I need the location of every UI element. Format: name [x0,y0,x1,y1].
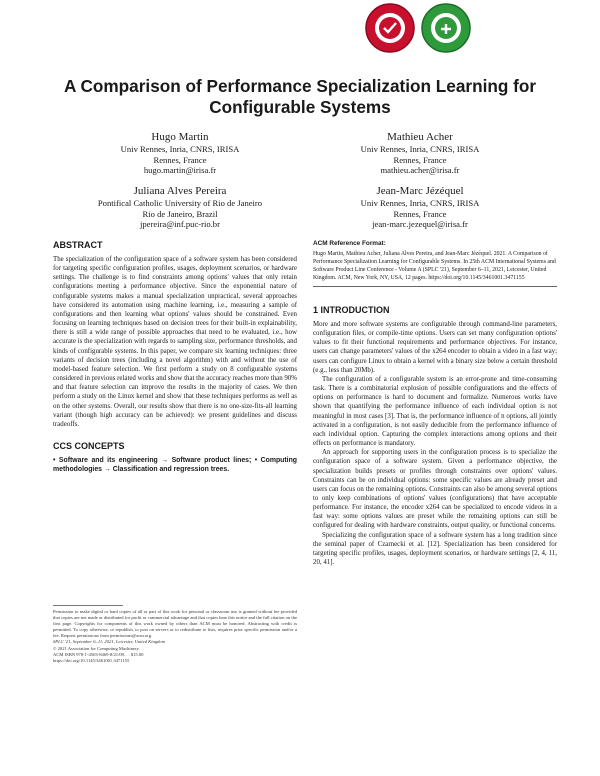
author-affiliation: Pontifical Catholic University of Rio de Janeiro [97,198,263,208]
author-location: Rennes, France [393,154,447,165]
doi-link[interactable]: https://doi.org/10.1145/3461001.3471155 [53,657,130,663]
author-block [300,130,540,176]
author-email: jean-marc.jezequel@irisa.fr [372,219,468,230]
isbn-line: ACM ISBN 978-1-4503-8469-8/21/09. . . $15.00 [53,651,144,657]
abstract-heading: ABSTRACT [53,240,103,250]
artifact-badges [364,2,474,54]
author-block [60,130,300,176]
author-affiliation: Univ Rennes, Inria, CNRS, IRISA [360,198,480,208]
left-column [53,240,297,474]
footnote-divider [53,605,123,606]
author-name: Mathieu Acher [387,131,453,143]
acm-ref-text: Hugo Martin, Mathieu Acher, Juliana Alves Pereira, and Jean-Marc Jézéquel. 2021. A Comparison of Performance Specialization Learning for Configurable Systems. In 25th ACM International Systems and Software Product Line Conference - Volume A (SPLC '21), September 6–11, 2021, Leicester, United Kingdom. ACM, New York, NY, USA, 12 pages. https://doi.org/10.1145/3461001.3471155 [313,251,556,281]
intro-paragraph: The configuration of a configurable system is an error-prone and time-consuming task. There is a combinatorial explosion of possible configurations and the effects of options on performance is hard to document and formalize. Numerous works have shown that quantifying the performance influence of each individual option is not meaningful in most cases [3]. That is, the performance influence of n options, all jointly activated in a configuration, is not easily deducible from the performance influence of each individual option. Capturing the complex interactions among options and their effects on performance is mandatory. [313,375,557,448]
paper-title [40,76,560,118]
artifacts-evaluated-badge [364,2,416,54]
author-block [60,184,300,230]
ccs-concepts: • Software and its engineering → Software product lines; • Computing methodologies → Classification and regression trees. [53,456,297,474]
author-affiliation: Univ Rennes, Inria, CNRS, IRISA [120,144,240,154]
permission-footnote [53,605,297,664]
intro-paragraph: More and more software systems are configurable through command-line parameters, configuration files, or compile-time options. Users can set many configuration options' values to fit their functional requirements and performance objectives. For instance, users can change parameters' values of the x264 encoder to obtain a video in a fast way; users can configure Linux to obtain a kernel with a binary size below a certain threshold (e.g., less than 20Mb). [313,321,557,374]
author-location: Rio de Janeiro, Brazil [142,208,218,219]
permission-text: Permission to make digital or hard copies of all or part of this work for personal or classroom use is granted without fee provided that copies are not made or distributed for profit or commercial advantage and that copies bear this notice and the full citation on the first page. Copyrights for components of this work owned by others than ACM must be honored. Abstracting with credit is permitted. To copy otherwise, or republish, to post on servers or to redistribute to lists, requires prior specific permission and/or a fee. Request permissions from permissions@acm.org. [53,609,297,639]
abstract-text: The specialization of the configuration space of a software system has been considered for targeting specific configuration profiles, usages, deployment scenarios, or hardware settings. The challenge is to find constraints among options' values that only retain configurations meeting a performance objective. Since the exponential nature of configurable systems makes a manual specialization unpractical, several approaches have considered its automation using machine learning, i.e., measuring a sample of configurations and then learning what options' values should be constrained. Even focusing on learning techniques based on decision trees for their built-in explainability, there is still a wide range of possible approaches that need to be evaluated, i.e., how accurate is the specialization with regards to sampling size, performance thresholds, and kinds of configurable systems. In this paper, we compare six learning techniques: three variants of decision trees (including a novel algorithm) with and without the use of model-based feature selection. We first perform a study on 8 configurable systems considered in previous related works and show that the accuracy reaches more than 90% and that feature selection can improve the results in the majority of cases. We then perform a study on the Linux kernel and show that these techniques performs as well as on the other systems. Overall, our results show that there is no one-size-fits-all learning variant (though high accuracy can be achieved): we present guidelines and discuss tradeoffs. [53,256,297,428]
author-email: hugo.martin@irisa.fr [143,165,217,176]
ccs-heading: CCS CONCEPTS [53,440,125,451]
author-name: Jean-Marc Jézéquel [376,185,464,197]
title-line-1: A Comparison of Performance Specialization Learning for [63,76,537,96]
author-location: Rennes, France [153,154,207,165]
intro-heading: 1 INTRODUCTION [313,305,390,315]
author-name: Juliana Alves Pereira [133,185,227,197]
author-block [300,184,540,230]
copyright-line: © 2021 Association for Computing Machinery. [53,645,140,651]
author-email: mathieu.acher@irisa.fr [380,165,460,176]
intro-paragraph: Specializing the configuration space of a software system has a long tradition since the seminal paper of Czarnecki et al. [12]. Specialization has been considered for targeting specific profiles, usages, deployment scenarios, or hardware settings [2, 4, 11, 20, 41]. [313,531,557,567]
ccs-section [53,441,297,474]
title-line-2: Configurable Systems [209,97,391,117]
intro-paragraph: An approach for supporting users in the configuration process is to specialize the configuration space of a software system. Given a performance objective, the specialization builds presets or profiles through constraints over options' values. Constraints can be on individual options: some specific values are already preset and users can focus on the remaining options. Constraints can also be among several options to only keep combinations of options' values (configurations) that have acceptable performance. For instance, the encoder x264 can be specialized to encode videos in a fast way: some options values are preset while the remaining options can still be configured for dealing with hardware constraints, output quality, or functional concerns. [313,449,557,530]
artifacts-available-badge [420,2,472,54]
venue-line: SPLC '21, September 6–11, 2021, Leicester, United Kingdom [53,639,166,645]
author-email: jpereira@inf.puc-rio.br [140,219,220,230]
author-location: Rennes, France [393,208,447,219]
author-affiliation: Univ Rennes, Inria, CNRS, IRISA [360,144,480,154]
right-column [313,240,557,567]
author-name: Hugo Martin [151,131,209,143]
ref-divider [313,286,557,287]
acm-ref-heading: ACM Reference Format: [313,240,386,247]
